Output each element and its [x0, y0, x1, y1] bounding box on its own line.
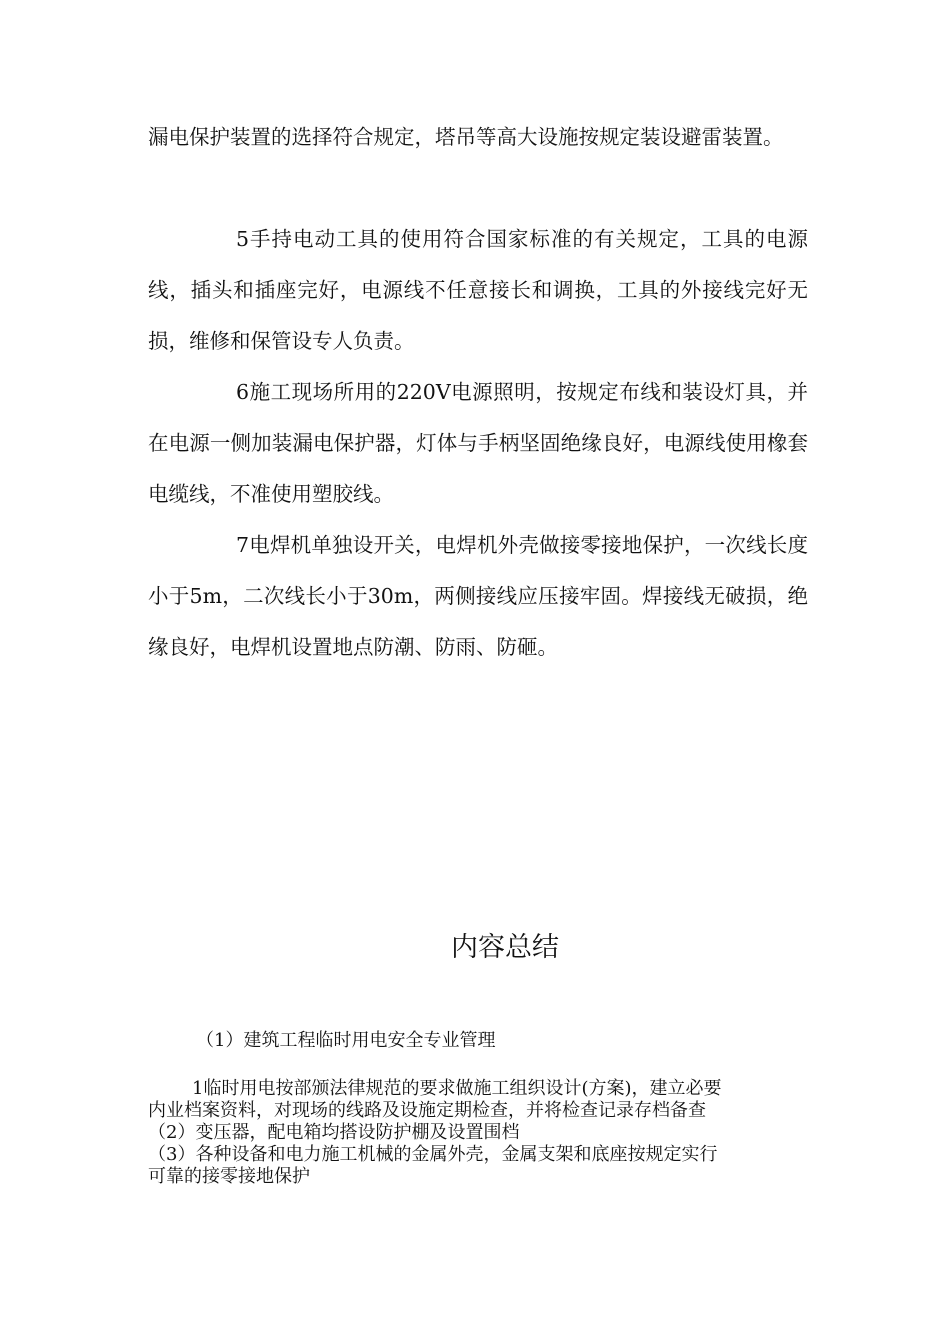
- summary-line: （3）各种设备和电力施工机械的金属外壳，金属支架和底座按规定实行: [148, 1144, 718, 1165]
- paragraph-site-lighting: 6施工现场所用的220V电源照明，按规定布线和装设灯具，并在电源一侧加装漏电保护器，灯体与手柄坚固绝缘良好，电源线使用橡套电缆线，不准使用塑胶线。: [148, 380, 808, 506]
- summary-body: [148, 1078, 810, 1188]
- paragraph-welding-machine: 7电焊机单独设开关，电焊机外壳做接零接地保护，一次线长度小于5m，二次线长小于30m，两侧接线应压接牢固。焊接线无破损，绝缘良好，电焊机设置地点防潮、防雨、防砸。: [148, 533, 808, 659]
- summary-title: 内容总结: [451, 932, 559, 963]
- summary-line: 内业档案资料，对现场的线路及设施定期检查，并将检查记录存档备查: [148, 1100, 706, 1121]
- paragraph-handheld-tools: 5手持电动工具的使用符合国家标准的有关规定，工具的电源线，插头和插座完好，电源线不任意接长和调换，工具的外接线完好无损，维修和保管设专人负责。: [148, 227, 808, 353]
- summary-line: 可靠的接零接地保护: [148, 1166, 310, 1187]
- summary-line: 1临时用电按部颁法律规范的要求做施工组织设计(方案)，建立必要: [192, 1078, 722, 1099]
- summary-subtitle: （1）建筑工程临时用电安全专业管理: [196, 1030, 496, 1051]
- paragraph-lightning-protection: 漏电保护装置的选择符合规定，塔吊等高大设施按规定装设避雷装置。: [148, 125, 784, 149]
- summary-line: （2）变压器，配电箱均搭设防护棚及设置围档: [148, 1122, 520, 1143]
